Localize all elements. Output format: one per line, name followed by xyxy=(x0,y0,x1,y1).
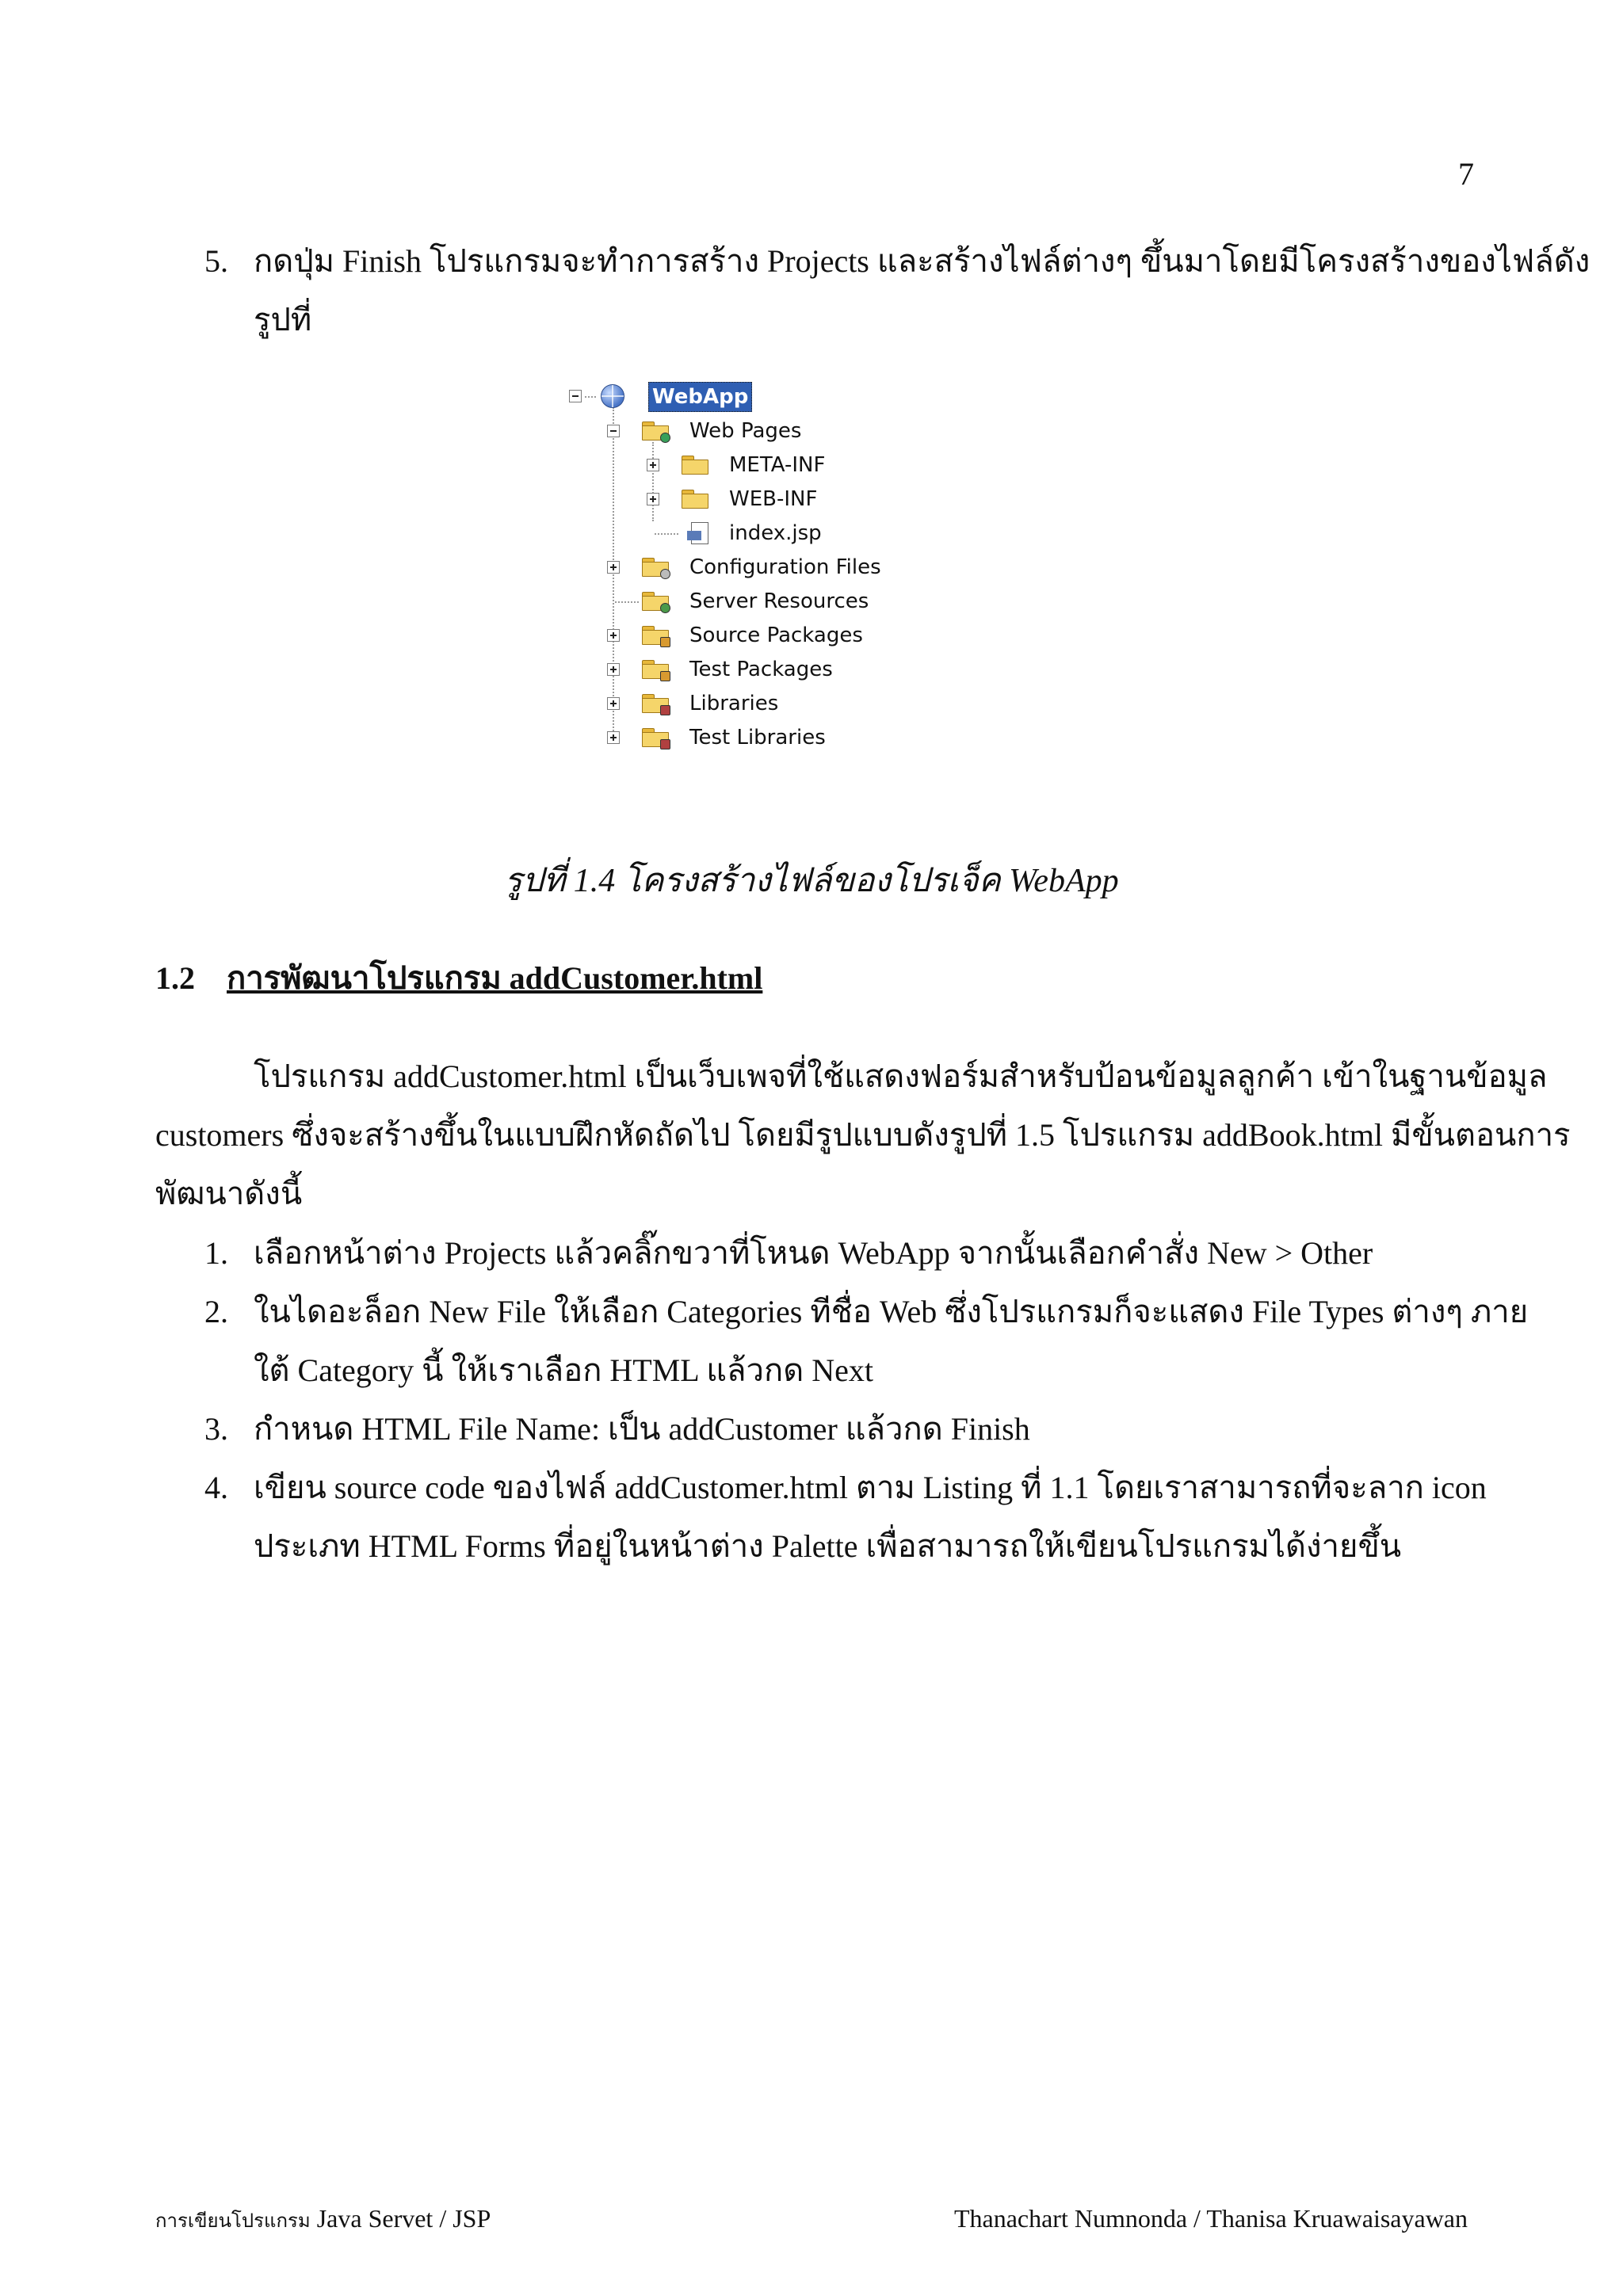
list-text-line1: กดปุ่ม Finish โปรแกรมจะทำการสร้าง Projects และสร้างไฟล์ต่างๆ ขึ้นมาโดยมีโครงสร้างของไฟล์ดัง xyxy=(254,243,1591,279)
intro-list-item xyxy=(204,232,1591,349)
tree-label-webapp: WebApp xyxy=(648,382,752,412)
expand-icon[interactable] xyxy=(647,493,659,505)
tree-label: Source Packages xyxy=(689,624,863,647)
tree-node-meta-inf[interactable] xyxy=(563,449,911,481)
footer-left xyxy=(155,2204,491,2236)
library-folder-icon xyxy=(642,728,669,747)
library-folder-icon xyxy=(642,694,669,713)
body-paragraph-line2: customers ซึ่งจะสร้างขึ้นในแบบฝึกหัดถัดไป โดยมีรูปแบบดังรูปที่ 1.5 โปรแกรม addBook.html มีขั้นตอนการ xyxy=(155,1117,1571,1153)
tree-label: WEB-INF xyxy=(729,487,818,511)
folder-icon xyxy=(682,490,708,509)
step-item xyxy=(204,1283,1529,1400)
section-number: 1.2 xyxy=(155,960,195,996)
tree-label: index.jsp xyxy=(729,521,822,545)
step-number: 4. xyxy=(204,1470,228,1505)
tree-label: Libraries xyxy=(689,692,779,715)
config-folder-icon xyxy=(642,558,669,577)
tree-label: Configuration Files xyxy=(689,555,881,579)
project-tree-figure xyxy=(563,379,911,767)
tree-node-web-pages[interactable] xyxy=(563,415,911,447)
footer-book-title: Java Servet / JSP xyxy=(316,2204,491,2233)
footer-book-title-thai: การเขียนโปรแกรม xyxy=(155,2211,311,2232)
tree-node-source-packages[interactable] xyxy=(563,620,911,651)
tree-node-test-packages[interactable] xyxy=(563,654,911,685)
expand-icon[interactable] xyxy=(607,629,620,642)
list-number: 5. xyxy=(204,243,228,279)
step-text-continued: ประเภท HTML Forms ที่อยู่ในหน้าต่าง Palette เพื่อสามารถให้เขียนโปรแกรมได้ง่ายขึ้น xyxy=(254,1528,1402,1564)
tree-label: Web Pages xyxy=(689,419,802,443)
tree-node-server-resources[interactable] xyxy=(563,585,911,617)
section-heading xyxy=(155,955,762,1002)
page-number: 7 xyxy=(1458,156,1474,192)
tree-node-root[interactable] xyxy=(563,380,800,412)
tree-node-configuration-files[interactable] xyxy=(563,551,911,583)
package-folder-icon xyxy=(642,660,669,679)
list-text-line2: รูปที่ xyxy=(254,302,312,338)
tree-node-web-inf[interactable] xyxy=(563,483,911,515)
tree-label: META-INF xyxy=(729,453,826,477)
folder-icon xyxy=(682,456,708,475)
collapse-icon[interactable] xyxy=(569,390,582,402)
step-text: เลือกหน้าต่าง Projects แล้วคลิ๊กขวาที่โหนด WebApp จากนั้นเลือกคำสั่ง New > Other xyxy=(254,1235,1373,1271)
collapse-icon[interactable] xyxy=(607,425,620,437)
expand-icon[interactable] xyxy=(607,663,620,676)
web-project-icon xyxy=(601,384,624,408)
tree-node-index-jsp[interactable] xyxy=(563,517,911,549)
expand-icon[interactable] xyxy=(607,561,620,574)
jsp-file-icon xyxy=(691,522,708,544)
step-number: 2. xyxy=(204,1294,228,1329)
step-text: กำหนด HTML File Name: เป็น addCustomer แล้วกด Finish xyxy=(254,1411,1030,1447)
step-text-continued: ใต้ Category นี้ ให้เราเลือก HTML แล้วกด Next xyxy=(254,1352,873,1388)
tree-label: Test Packages xyxy=(689,658,833,681)
body-paragraph-line1: โปรแกรม addCustomer.html เป็นเว็บเพจที่ใช้แสดงฟอร์มสำหรับป้อนข้อมูลลูกค้า เข้าในฐานข้อมูล xyxy=(254,1058,1548,1094)
expand-icon[interactable] xyxy=(607,731,620,744)
server-folder-icon xyxy=(642,592,669,611)
web-folder-icon xyxy=(642,421,669,441)
section-title: การพัฒนาโปรแกรม addCustomer.html xyxy=(227,960,763,996)
step-item xyxy=(204,1224,1472,1283)
footer-authors: Thanachart Numnonda / Thanisa Kruawaisayawan xyxy=(953,2204,1468,2233)
step-text: เขียน source code ของไฟล์ addCustomer.html ตาม Listing ที่ 1.1 โดยเราสามารถที่จะลาก icon xyxy=(254,1470,1487,1505)
step-number: 3. xyxy=(204,1411,228,1447)
step-number: 1. xyxy=(204,1235,228,1271)
figure-caption: รูปที่ 1.4 โครงสร้างไฟล์ของโปรเจ็ค WebApp xyxy=(504,863,1119,899)
tree-node-libraries[interactable] xyxy=(563,688,911,719)
package-folder-icon xyxy=(642,626,669,645)
expand-icon[interactable] xyxy=(607,697,620,710)
expand-icon[interactable] xyxy=(647,459,659,471)
step-text: ในไดอะล็อก New File ให้เลือก Categories ทีชื่อ Web ซึ่งโปรแกรมก็จะแสดง File Types ต่างๆ ภาย xyxy=(254,1294,1529,1329)
tree-label: Test Libraries xyxy=(689,726,826,749)
step-item xyxy=(204,1400,1472,1459)
body-paragraph-line3: พัฒนาดังนี้ xyxy=(155,1176,303,1211)
step-item xyxy=(204,1459,1487,1576)
tree-node-test-libraries[interactable] xyxy=(563,722,911,753)
tree-label: Server Resources xyxy=(689,589,869,613)
